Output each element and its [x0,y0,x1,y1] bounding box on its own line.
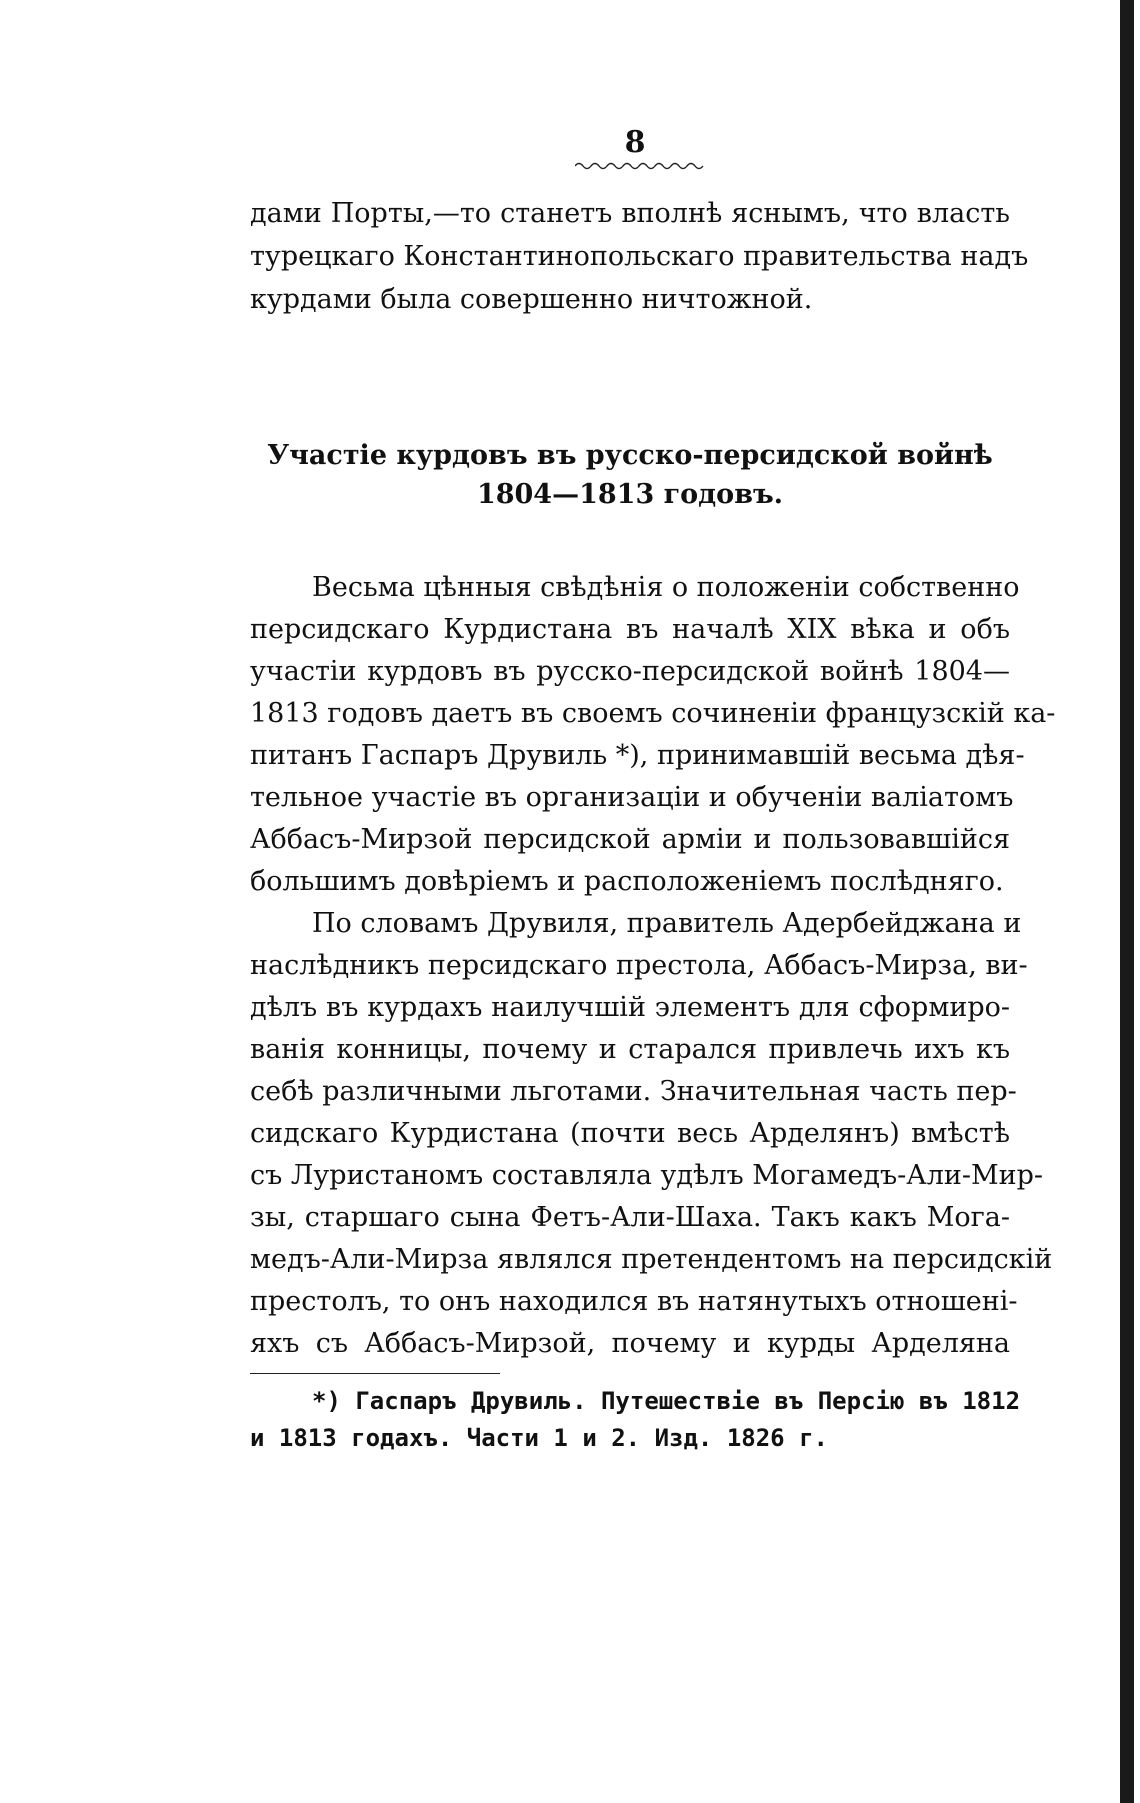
text-line: турецкаго Константинопольскаго правительства надъ [250,241,1029,272]
text-line: тельное участіе въ организаціи и обученіи валіатомъ [250,782,1014,813]
text-line: медъ-Али-Мирза являлся претендентомъ на персидскій [250,1244,1053,1275]
text-line: большимъ довѣріемъ и расположеніемъ послѣдняго. [250,866,1004,897]
text-line: ванія конницы, почему и старался привлечь ихъ къ [250,1034,1010,1065]
text-line: Весьма цѣнныя свѣдѣнія о положеніи собственно [312,572,1020,603]
text-line: курдами была совершенно ничтожной. [250,284,813,315]
text-line: яхъ съ Аббасъ-Мирзой, почему и курды Арделяна [250,1328,1010,1359]
text-line: По словамъ Друвиля, правитель Адербейджана и [312,908,1022,939]
text-line: престолъ, то онъ находился въ натянутыхъ отношені- [250,1286,1018,1317]
footnote-line-1: *) Гаспаръ Друвиль. Путешествіе въ Персію въ 1812 [312,1387,1021,1415]
text-line: Аббасъ-Мирзой персидской арміи и пользовавшійся [250,824,1010,855]
text-line: 1813 годовъ даетъ въ своемъ сочиненіи французскій ка- [250,698,1056,729]
text-line: сидскаго Курдистана (почти весь Арделянъ) вмѣстѣ [250,1118,1010,1149]
text-line: зы, старшаго сына Фетъ-Али-Шаха. Такъ какъ Мога- [250,1202,1010,1233]
text-line: съ Луристаномъ составляла удѣлъ Могамедъ-Али-Мир- [250,1160,1044,1191]
text-line: персидскаго Курдистана въ началѣ XIX вѣка и объ [250,614,1010,645]
page-edge-shadow [1120,0,1134,1803]
text-line: питанъ Гаспаръ Друвиль *), принимавшій весьма дѣя- [250,740,1025,771]
text-line: участіи курдовъ въ русско-персидской войнѣ 1804— [250,656,1010,687]
page-number: 8 [624,125,646,160]
footnote-divider [250,1373,500,1374]
text-line: дами Порты,—то станетъ вполнѣ яснымъ, что власть [250,198,1010,229]
text-line: наслѣдникъ персидскаго престола, Аббасъ-Мирза, ви- [250,950,1028,981]
section-heading-line-2: 1804—1813 годовъ. [476,479,784,510]
page-number-ornament [575,160,705,172]
text-line: дѣлъ въ курдахъ наилучшій элементъ для сформиро- [250,992,1010,1023]
text-line: себѣ различными льготами. Значительная часть пер- [250,1076,1017,1107]
footnote-line-2: и 1813 годахъ. Части 1 и 2. Изд. 1826 г. [250,1424,828,1452]
section-heading-line-1: Участіе курдовъ въ русско-персидской войнѣ [267,440,993,471]
